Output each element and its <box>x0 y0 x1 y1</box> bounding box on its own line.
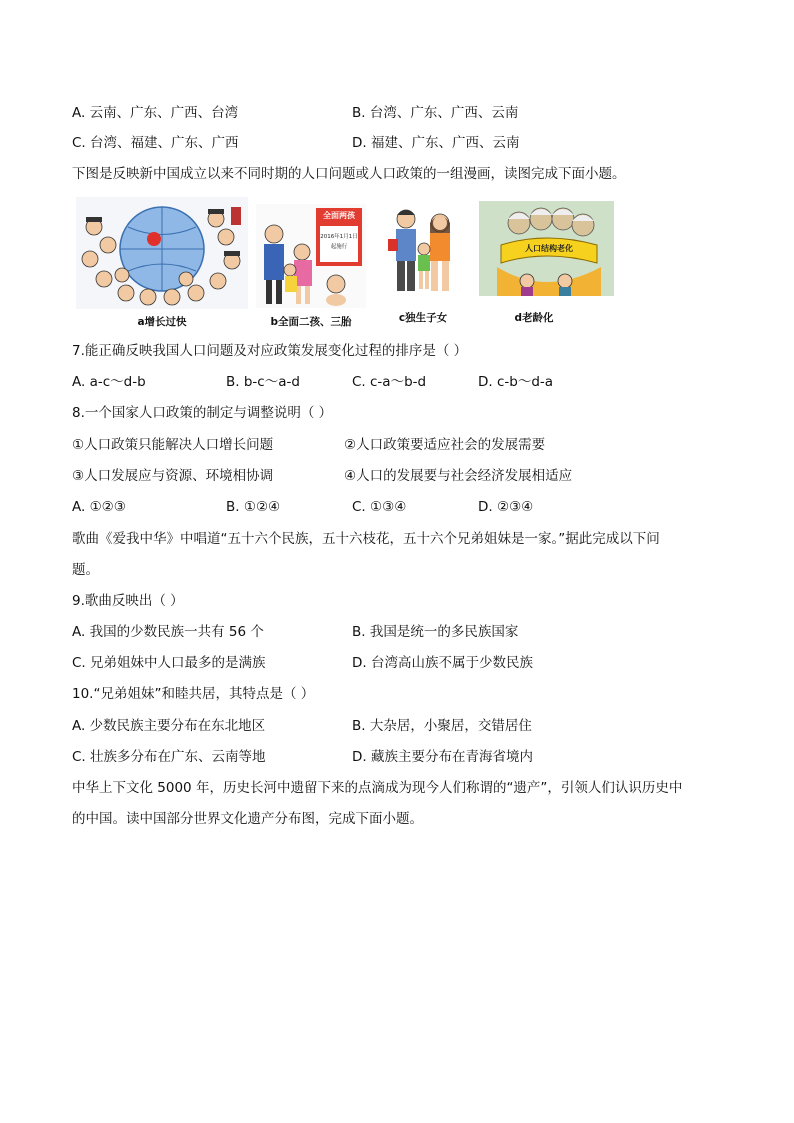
q9-option-c: C. 兄弟姐妹中人口最多的是满族 <box>72 655 266 671</box>
cartoon-b-sign-line2: 起施行 <box>330 244 348 250</box>
q8-statement-1: ①人口政策只能解决人口增长问题 <box>72 437 274 453</box>
cartoon-a-image <box>76 197 248 309</box>
cartoon-b-caption: b全面二孩、三胎 <box>270 316 352 328</box>
q7-option-c: C. c-a～b-d <box>352 374 427 390</box>
q7-option-b: B. b-c～a-d <box>226 374 300 390</box>
q6-option-c: C. 台湾、福建、广东、广西 <box>72 135 239 151</box>
cartoon-b-sign-title: 全面两孩 <box>323 211 355 220</box>
q8-statement-4: ④人口的发展要与社会经济发展相适应 <box>344 468 573 484</box>
q8-stem: 8.一个国家人口政策的制定与调整说明（ ） <box>72 405 333 421</box>
q10-option-d: D. 藏族主要分布在青海省境内 <box>352 749 533 765</box>
song-intro-line2: 题。 <box>72 562 99 578</box>
cartoon-d-caption: d老龄化 <box>514 312 554 324</box>
q10-option-a: A. 少数民族主要分布在东北地区 <box>72 718 266 734</box>
cartoon-b-sign-line1: 2016年1月1日 <box>320 234 358 240</box>
q9-option-d: D. 台湾高山族不属于少数民族 <box>352 655 533 671</box>
cartoon-d-banner: 人口结构老化 <box>525 244 573 253</box>
q10-option-c: C. 壮族多分布在广东、云南等地 <box>72 749 266 765</box>
song-intro-line1: 歌曲《爱我中华》中唱道“五十六个民族，五十六枝花，五十六个兄弟姐妹是一家。”据此完成以下问 <box>72 531 660 547</box>
q7-stem: 7.能正确反映我国人口问题及对应政策发展变化过程的排序是（ ） <box>72 343 468 359</box>
q6-option-a: A. 云南、广东、广西、台湾 <box>72 105 239 121</box>
q8-option-c: C. ①③④ <box>352 499 407 515</box>
q10-stem: 10.“兄弟姐妹”和睦共居，其特点是（ ） <box>72 686 315 702</box>
cartoon-c-image <box>384 205 462 295</box>
heritage-intro-line2: 的中国。读中国部分世界文化遗产分布图，完成下面小题。 <box>72 811 423 827</box>
cartoon-b-image <box>256 204 366 308</box>
q8-statement-2: ②人口政策要适应社会的发展需要 <box>344 437 546 453</box>
q8-option-b: B. ①②④ <box>226 499 281 515</box>
q9-option-a: A. 我国的少数民族一共有 56 个 <box>72 624 264 640</box>
q7-option-d: D. c-b～d-a <box>478 374 554 390</box>
q10-option-b: B. 大杂居，小聚居，交错居住 <box>352 718 532 734</box>
cartoon-c-caption: c独生子女 <box>398 312 448 324</box>
cartoon-d-image <box>479 201 614 296</box>
cartoon-a-caption: a增长过快 <box>137 316 187 328</box>
q9-option-b: B. 我国是统一的多民族国家 <box>352 624 519 640</box>
heritage-intro-line1: 中华上下文化 5000 年，历史长河中遗留下来的点滴成为现今人们称谓的“遗产”，引领人们认识历史中 <box>72 780 683 796</box>
q8-option-a: A. ①②③ <box>72 499 126 515</box>
q8-statement-3: ③人口发展应与资源、环境相协调 <box>72 468 274 484</box>
cartoon-intro: 下图是反映新中国成立以来不同时期的人口问题或人口政策的一组漫画，读图完成下面小题。 <box>72 166 626 182</box>
q9-stem: 9.歌曲反映出（ ） <box>72 593 184 609</box>
q8-option-d: D. ②③④ <box>478 499 534 515</box>
q6-option-d: D. 福建、广东、广西、云南 <box>352 135 520 151</box>
q7-option-a: A. a-c～d-b <box>72 374 146 390</box>
q6-option-b: B. 台湾、广东、广西、云南 <box>352 105 519 121</box>
